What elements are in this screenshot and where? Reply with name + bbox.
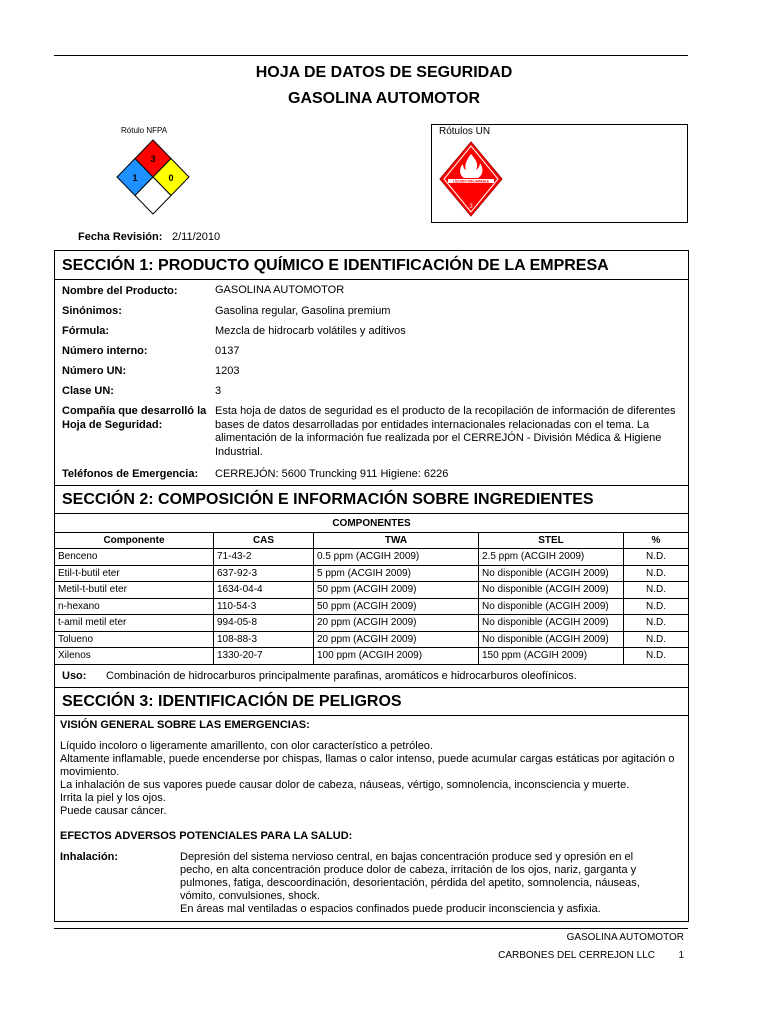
internal-number-label: Número interno: — [62, 345, 148, 357]
inhalation-text — [180, 851, 665, 916]
twa-cell: 0.5 ppm (ACGIH 2009) — [314, 549, 479, 566]
component-cell: n-hexano — [55, 598, 214, 615]
stel-cell: 150 ppm (ACGIH 2009) — [479, 648, 624, 665]
company-value: Esta hoja de datos de seguridad es el producto de la recopilación de información de diferentes bases de datos desarrolladas por entidades internacionales relacionadas con el tema. La alimentación de la información fue realizada por el CERREJÓN - División Médica & Higiene Industrial. — [215, 405, 676, 458]
section-1-title: SECCIÓN 1: PRODUCTO QUÍMICO E IDENTIFICACIÓN DE LA EMPRESA — [62, 257, 609, 274]
components-table — [54, 516, 689, 665]
component-cell: Benceno — [55, 549, 214, 566]
section-2-rule — [54, 513, 689, 514]
twa-cell: 100 ppm (ACGIH 2009) — [314, 648, 479, 665]
emergency-phones-label: Teléfonos de Emergencia: — [62, 468, 199, 480]
overview-line: Puede causar cáncer. — [60, 805, 167, 817]
column-header: % — [624, 532, 689, 549]
component-cell: Xilenos — [55, 648, 214, 665]
overview-line: Altamente inflamable, puede encenderse por chispas, llamas o calor intenso, puede acumular cargas estáticas por agitación o movimiento. — [60, 753, 675, 778]
column-header: STEL — [479, 532, 624, 549]
table-row — [55, 565, 689, 582]
stel-cell: No disponible (ACGIH 2009) — [479, 631, 624, 648]
components-header-row — [55, 532, 689, 549]
percent-cell: N.D. — [624, 598, 689, 615]
overview-line: La inhalación de sus vapores puede causar dolor de cabeza, náuseas, vértigo, somnolencia, inconsciencia y muerte. — [60, 779, 630, 791]
emergency-overview-text — [60, 740, 680, 818]
emergency-overview-heading: VISIÓN GENERAL SOBRE LAS EMERGENCIAS: — [60, 719, 310, 731]
cas-cell: 1634-04-4 — [214, 582, 314, 599]
twa-cell: 5 ppm (ACGIH 2009) — [314, 565, 479, 582]
un-number-label: Número UN: — [62, 365, 127, 377]
flammable-liquid-placard-icon — [438, 140, 504, 220]
use-label: Uso: — [62, 670, 87, 682]
component-cell: Metil-t-butil eter — [55, 582, 214, 599]
cas-cell: 637-92-3 — [214, 565, 314, 582]
un-placard-text: LÍQUIDO INFLAMABLE — [452, 179, 490, 184]
stel-cell: No disponible (ACGIH 2009) — [479, 582, 624, 599]
stel-cell: No disponible (ACGIH 2009) — [479, 615, 624, 632]
component-cell: Tolueno — [55, 631, 214, 648]
un-label-title: Rótulos UN — [439, 126, 491, 137]
un-class-value: 3 — [215, 385, 222, 397]
table-row — [55, 582, 689, 599]
formula-label: Fórmula: — [62, 325, 110, 337]
un-placard-number: 3 — [469, 204, 473, 210]
section-3-top-rule — [54, 687, 689, 688]
section-3-title: SECCIÓN 3: IDENTIFICACIÓN DE PELIGROS — [62, 693, 402, 710]
stel-cell: No disponible (ACGIH 2009) — [479, 598, 624, 615]
top-rule — [54, 55, 688, 56]
overview-line: Irrita la piel y los ojos. — [60, 792, 166, 804]
un-number-value: 1203 — [215, 365, 240, 377]
inhalation-line: Depresión del sistema nervioso central, en bajas concentración produce sed y opresión en el pecho, en alta concentración produce dolor de cabeza, irritación de los ojos, nariz, garganta y pulmones, fatiga, descoordinación, desorientación, pérdida del apetito, somnolencia, náuseas, vómito, convulsiones, shock. — [180, 851, 640, 902]
percent-cell: N.D. — [624, 565, 689, 582]
section-1-rule — [54, 279, 689, 280]
table-row — [55, 549, 689, 566]
revision-label: Fecha Revisión: — [78, 231, 163, 243]
component-cell: Etil-t-butil eter — [55, 565, 214, 582]
twa-cell: 20 ppm (ACGIH 2009) — [314, 631, 479, 648]
twa-cell: 50 ppm (ACGIH 2009) — [314, 598, 479, 615]
use-value: Combinación de hidrocarburos principalmente parafinas, aromáticos e hidrocarburos oleofínicos. — [106, 670, 577, 682]
twa-cell: 50 ppm (ACGIH 2009) — [314, 582, 479, 599]
footer-company: CARBONES DEL CERREJON LLC — [498, 950, 655, 961]
footer-product: GASOLINA AUTOMOTOR — [566, 932, 684, 943]
nfpa-diamond-icon — [115, 137, 191, 223]
cas-cell: 108-88-3 — [214, 631, 314, 648]
synonyms-value: Gasolina regular, Gasolina premium — [215, 305, 391, 317]
components-table-title: COMPONENTES — [55, 516, 689, 532]
nfpa-health-value: 1 — [132, 173, 138, 183]
overview-line: Líquido incoloro o ligeramente amarillento, con olor característico a petróleo. — [60, 740, 433, 752]
health-effects-heading: EFECTOS ADVERSOS POTENCIALES PARA LA SALUD: — [60, 830, 353, 842]
cas-cell: 1330-20-7 — [214, 648, 314, 665]
twa-cell: 20 ppm (ACGIH 2009) — [314, 615, 479, 632]
stel-cell: No disponible (ACGIH 2009) — [479, 565, 624, 582]
revision-date: 2/11/2010 — [172, 231, 221, 243]
un-class-label: Clase UN: — [62, 385, 114, 397]
formula-value: Mezcla de hidrocarb volátiles y aditivos — [215, 325, 406, 337]
inhalation-line: En áreas mal ventiladas o espacios confinados puede producir inconsciencia y asfixia. — [180, 903, 601, 915]
cas-cell: 110-54-3 — [214, 598, 314, 615]
internal-number-value: 0137 — [215, 345, 240, 357]
synonyms-label: Sinónimos: — [62, 305, 122, 317]
percent-cell: N.D. — [624, 582, 689, 599]
cas-cell: 71-43-2 — [214, 549, 314, 566]
company-label: Compañía que desarrolló la Hoja de Seguridad: — [62, 405, 207, 431]
percent-cell: N.D. — [624, 631, 689, 648]
emergency-phones-value: CERREJÓN: 5600 Truncking 911 Higiene: 6226 — [215, 468, 449, 480]
footer-page-number: 1 — [678, 950, 684, 961]
percent-cell: N.D. — [624, 648, 689, 665]
nfpa-reactivity-value: 0 — [168, 173, 174, 183]
stel-cell: 2.5 ppm (ACGIH 2009) — [479, 549, 624, 566]
section-3-rule — [54, 715, 689, 716]
document-title: HOJA DE DATOS DE SEGURIDAD — [255, 64, 513, 81]
percent-cell: N.D. — [624, 549, 689, 566]
product-name-value: GASOLINA AUTOMOTOR — [215, 284, 345, 296]
cas-cell: 994-05-8 — [214, 615, 314, 632]
column-header: CAS — [214, 532, 314, 549]
product-title: GASOLINA AUTOMOTOR — [288, 90, 480, 107]
section-2-top-rule — [54, 485, 689, 486]
footer-rule — [54, 928, 688, 929]
component-cell: t-amil metil eter — [55, 615, 214, 632]
inhalation-label: Inhalación: — [60, 851, 119, 863]
table-row — [55, 615, 689, 632]
section-2-title: SECCIÓN 2: COMPOSICIÓN E INFORMACIÓN SOBRE INGREDIENTES — [62, 491, 594, 508]
column-header: Componente — [55, 532, 214, 549]
nfpa-label: Rótulo NFPA — [121, 126, 168, 135]
column-header: TWA — [314, 532, 479, 549]
nfpa-flammability-value: 3 — [150, 154, 156, 164]
percent-cell: N.D. — [624, 615, 689, 632]
table-row — [55, 648, 689, 665]
table-row — [55, 598, 689, 615]
product-name-label: Nombre del Producto: — [62, 285, 178, 297]
table-row — [55, 631, 689, 648]
